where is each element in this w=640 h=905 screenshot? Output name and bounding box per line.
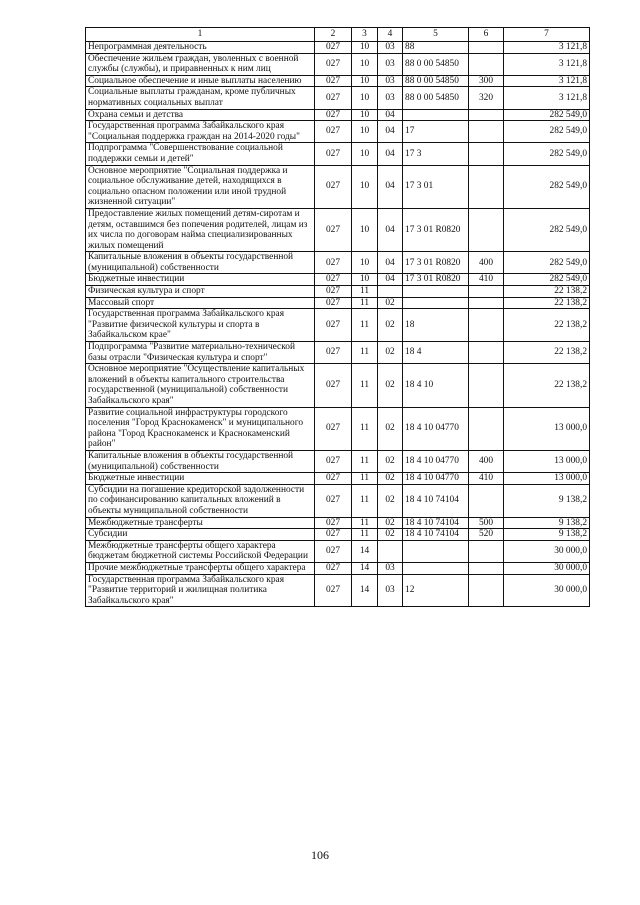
- cell-expense-type: 320: [469, 87, 504, 109]
- cell-target-article: 17: [403, 121, 469, 143]
- cell-ministry-code: 027: [315, 309, 352, 342]
- cell-section-code: 10: [352, 252, 378, 274]
- cell-section-code: 11: [352, 297, 378, 309]
- table-row: [86, 342, 590, 364]
- cell-subsection-code: 02: [378, 473, 403, 485]
- cell-target-article: 17 3 01: [403, 165, 469, 208]
- cell-ministry-code: 027: [315, 109, 352, 121]
- cell-section-code: 10: [352, 109, 378, 121]
- cell-subsection-code: 04: [378, 165, 403, 208]
- cell-item-name: Непрограммная деятельность: [86, 42, 315, 54]
- table-row: [86, 87, 590, 109]
- cell-subsection-code: 02: [378, 309, 403, 342]
- cell-subsection-code: 03: [378, 42, 403, 54]
- table-body: [86, 42, 590, 607]
- cell-section-code: 10: [352, 165, 378, 208]
- cell-ministry-code: 027: [315, 252, 352, 274]
- cell-expense-type: [469, 121, 504, 143]
- cell-amount: 30 000,0: [504, 540, 590, 562]
- cell-target-article: 88 0 00 54850: [403, 87, 469, 109]
- cell-section-code: 11: [352, 529, 378, 541]
- cell-item-name: Предоставление жилых помещений детям-сиротам и детям, оставшимся без попечения родителей, лицам из их числа по договорам найма специализированных жилых помещений: [86, 208, 315, 251]
- cell-target-article: [403, 562, 469, 574]
- cell-expense-type: [469, 574, 504, 607]
- cell-target-article: 18 4: [403, 342, 469, 364]
- cell-item-name: Социальное обеспечение и иные выплаты населению: [86, 75, 315, 87]
- table-row: [86, 121, 590, 143]
- cell-subsection-code: 04: [378, 121, 403, 143]
- cell-ministry-code: 027: [315, 484, 352, 517]
- cell-target-article: 88 0 00 54850: [403, 53, 469, 75]
- header-col-5: 5: [403, 28, 469, 42]
- cell-section-code: 10: [352, 87, 378, 109]
- cell-amount: 9 138,2: [504, 484, 590, 517]
- cell-expense-type: [469, 42, 504, 54]
- cell-target-article: 17 3 01 R0820: [403, 274, 469, 286]
- cell-expense-type: 500: [469, 517, 504, 529]
- table-row: [86, 165, 590, 208]
- cell-amount: 3 121,8: [504, 53, 590, 75]
- budget-table-sheet: [85, 27, 589, 607]
- cell-ministry-code: 027: [315, 208, 352, 251]
- header-col-6: 6: [469, 28, 504, 42]
- cell-section-code: 11: [352, 286, 378, 298]
- cell-ministry-code: 027: [315, 517, 352, 529]
- cell-subsection-code: 04: [378, 252, 403, 274]
- cell-target-article: 18 4 10 04770: [403, 450, 469, 472]
- cell-amount: 22 138,2: [504, 309, 590, 342]
- cell-target-article: 18 4 10 74104: [403, 517, 469, 529]
- cell-item-name: Субсидии: [86, 529, 315, 541]
- cell-amount: 22 138,2: [504, 342, 590, 364]
- cell-target-article: [403, 540, 469, 562]
- cell-subsection-code: 04: [378, 274, 403, 286]
- cell-item-name: Межбюджетные трансферты: [86, 517, 315, 529]
- cell-expense-type: [469, 297, 504, 309]
- cell-amount: 3 121,8: [504, 75, 590, 87]
- header-row: [86, 28, 590, 42]
- cell-item-name: Капитальные вложения в объекты государственной (муниципальной) собственности: [86, 450, 315, 472]
- cell-subsection-code: 03: [378, 574, 403, 607]
- table-row: [86, 540, 590, 562]
- cell-item-name: Капитальные вложения в объекты государственной (муниципальной) собственности: [86, 252, 315, 274]
- cell-expense-type: 400: [469, 252, 504, 274]
- cell-item-name: Основное мероприятие "Осуществление капитальных вложений в объекты капитального строительства государственной (муниципальной) собственности Забайкальского края": [86, 364, 315, 407]
- table-row: [86, 274, 590, 286]
- cell-target-article: 18: [403, 309, 469, 342]
- cell-target-article: [403, 297, 469, 309]
- cell-item-name: Обеспечение жильем граждан, уволенных с военной службы (службы), и приравненных к ним лиц: [86, 53, 315, 75]
- cell-expense-type: [469, 540, 504, 562]
- cell-subsection-code: 02: [378, 407, 403, 450]
- table-row: [86, 252, 590, 274]
- cell-subsection-code: [378, 286, 403, 298]
- table-row: [86, 574, 590, 607]
- cell-ministry-code: 027: [315, 274, 352, 286]
- cell-amount: 13 000,0: [504, 407, 590, 450]
- cell-target-article: [403, 109, 469, 121]
- table-row: [86, 473, 590, 485]
- cell-ministry-code: 027: [315, 342, 352, 364]
- cell-section-code: 11: [352, 517, 378, 529]
- cell-target-article: 18 4 10 04770: [403, 473, 469, 485]
- cell-subsection-code: [378, 540, 403, 562]
- table-row: [86, 53, 590, 75]
- cell-section-code: 11: [352, 309, 378, 342]
- cell-amount: 282 549,0: [504, 109, 590, 121]
- table-row: [86, 109, 590, 121]
- cell-expense-type: [469, 407, 504, 450]
- cell-subsection-code: 02: [378, 342, 403, 364]
- cell-target-article: 17 3 01 R0820: [403, 252, 469, 274]
- cell-section-code: 14: [352, 540, 378, 562]
- cell-section-code: 10: [352, 121, 378, 143]
- cell-amount: 22 138,2: [504, 364, 590, 407]
- cell-ministry-code: 027: [315, 407, 352, 450]
- cell-amount: 282 549,0: [504, 121, 590, 143]
- cell-ministry-code: 027: [315, 87, 352, 109]
- table-row: [86, 309, 590, 342]
- header-col-3: 3: [352, 28, 378, 42]
- cell-ministry-code: 027: [315, 473, 352, 485]
- cell-item-name: Государственная программа Забайкальского края "Социальная поддержка граждан на 2014-2020 годы": [86, 121, 315, 143]
- cell-target-article: 17 3 01 R0820: [403, 208, 469, 251]
- cell-item-name: Массовый спорт: [86, 297, 315, 309]
- cell-ministry-code: 027: [315, 574, 352, 607]
- cell-subsection-code: 02: [378, 450, 403, 472]
- cell-subsection-code: 03: [378, 53, 403, 75]
- cell-target-article: 88: [403, 42, 469, 54]
- cell-item-name: Подпрограмма "Развитие материально-технической базы отрасли "Физическая культура и спорт": [86, 342, 315, 364]
- header-col-7: 7: [504, 28, 590, 42]
- cell-item-name: Социальные выплаты гражданам, кроме публичных нормативных социальных выплат: [86, 87, 315, 109]
- cell-ministry-code: 027: [315, 121, 352, 143]
- cell-section-code: 14: [352, 574, 378, 607]
- table-row: [86, 517, 590, 529]
- cell-amount: 13 000,0: [504, 450, 590, 472]
- cell-expense-type: [469, 364, 504, 407]
- cell-section-code: 10: [352, 53, 378, 75]
- cell-item-name: Государственная программа Забайкальского края "Развитие физической культуры и спорта в Забайкальском крае": [86, 309, 315, 342]
- cell-expense-type: 300: [469, 75, 504, 87]
- cell-target-article: 18 4 10 74104: [403, 484, 469, 517]
- cell-ministry-code: 027: [315, 75, 352, 87]
- cell-expense-type: [469, 143, 504, 165]
- cell-subsection-code: 02: [378, 364, 403, 407]
- table-row: [86, 364, 590, 407]
- cell-section-code: 10: [352, 274, 378, 286]
- cell-expense-type: [469, 342, 504, 364]
- cell-ministry-code: 027: [315, 364, 352, 407]
- cell-expense-type: [469, 53, 504, 75]
- cell-expense-type: [469, 562, 504, 574]
- cell-target-article: [403, 286, 469, 298]
- cell-section-code: 11: [352, 342, 378, 364]
- cell-amount: 282 549,0: [504, 252, 590, 274]
- table-row: [86, 286, 590, 298]
- cell-expense-type: [469, 484, 504, 517]
- cell-ministry-code: 027: [315, 42, 352, 54]
- cell-target-article: 18 4 10 74104: [403, 529, 469, 541]
- table-row: [86, 75, 590, 87]
- cell-amount: 3 121,8: [504, 42, 590, 54]
- cell-item-name: Субсидии на погашение кредиторской задолженности по софинансированию капитальных вложений в объекты муниципальной собственности: [86, 484, 315, 517]
- cell-target-article: 88 0 00 54850: [403, 75, 469, 87]
- table-row: [86, 450, 590, 472]
- table-row: [86, 143, 590, 165]
- cell-amount: 282 549,0: [504, 208, 590, 251]
- cell-item-name: Основное мероприятие "Социальная поддержка и социальное обслуживание детей, находящихся в социально опасном положении или иной трудной жизненной ситуации": [86, 165, 315, 208]
- cell-amount: 22 138,2: [504, 297, 590, 309]
- cell-expense-type: 410: [469, 473, 504, 485]
- cell-expense-type: 410: [469, 274, 504, 286]
- cell-amount: 30 000,0: [504, 562, 590, 574]
- cell-target-article: 18 4 10: [403, 364, 469, 407]
- cell-ministry-code: 027: [315, 143, 352, 165]
- cell-amount: 282 549,0: [504, 143, 590, 165]
- cell-expense-type: 520: [469, 529, 504, 541]
- cell-target-article: 18 4 10 04770: [403, 407, 469, 450]
- cell-target-article: 12: [403, 574, 469, 607]
- budget-table: [85, 27, 590, 607]
- cell-section-code: 11: [352, 450, 378, 472]
- cell-ministry-code: 027: [315, 450, 352, 472]
- cell-item-name: Прочие межбюджетные трансферты общего характера: [86, 562, 315, 574]
- cell-item-name: Развитие социальной инфраструктуры городского поселения "Город Краснокаменск" и муниципального района "Город Краснокаменск и Краснокаменский район": [86, 407, 315, 450]
- cell-expense-type: 400: [469, 450, 504, 472]
- cell-ministry-code: 027: [315, 286, 352, 298]
- cell-ministry-code: 027: [315, 165, 352, 208]
- cell-target-article: 17 3: [403, 143, 469, 165]
- cell-subsection-code: 02: [378, 484, 403, 517]
- cell-amount: 282 549,0: [504, 274, 590, 286]
- cell-ministry-code: 027: [315, 562, 352, 574]
- cell-section-code: 10: [352, 143, 378, 165]
- cell-subsection-code: 03: [378, 75, 403, 87]
- cell-amount: 30 000,0: [504, 574, 590, 607]
- cell-section-code: 10: [352, 208, 378, 251]
- cell-subsection-code: 03: [378, 562, 403, 574]
- cell-item-name: Межбюджетные трансферты общего характера бюджетам бюджетной системы Российской Федерации: [86, 540, 315, 562]
- cell-item-name: Государственная программа Забайкальского края "Развитие территорий и жилищная политика Забайкальского края": [86, 574, 315, 607]
- cell-section-code: 14: [352, 562, 378, 574]
- cell-subsection-code: 02: [378, 517, 403, 529]
- cell-amount: 9 138,2: [504, 529, 590, 541]
- cell-expense-type: [469, 109, 504, 121]
- header-col-1: 1: [86, 28, 315, 42]
- table-row: [86, 562, 590, 574]
- cell-item-name: Физическая культура и спорт: [86, 286, 315, 298]
- cell-expense-type: [469, 309, 504, 342]
- cell-expense-type: [469, 286, 504, 298]
- cell-section-code: 11: [352, 407, 378, 450]
- cell-ministry-code: 027: [315, 297, 352, 309]
- table-row: [86, 297, 590, 309]
- cell-item-name: Охрана семьи и детства: [86, 109, 315, 121]
- cell-subsection-code: 04: [378, 208, 403, 251]
- table-row: [86, 42, 590, 54]
- table-row: [86, 407, 590, 450]
- cell-item-name: Бюджетные инвестиции: [86, 473, 315, 485]
- cell-amount: 9 138,2: [504, 517, 590, 529]
- cell-expense-type: [469, 165, 504, 208]
- cell-ministry-code: 027: [315, 529, 352, 541]
- cell-section-code: 11: [352, 484, 378, 517]
- cell-subsection-code: 04: [378, 143, 403, 165]
- cell-item-name: Подпрограмма "Совершенствование социальной поддержки семьи и детей": [86, 143, 315, 165]
- cell-expense-type: [469, 208, 504, 251]
- cell-subsection-code: 03: [378, 87, 403, 109]
- cell-amount: 13 000,0: [504, 473, 590, 485]
- cell-subsection-code: 02: [378, 297, 403, 309]
- table-row: [86, 529, 590, 541]
- header-col-4: 4: [378, 28, 403, 42]
- cell-subsection-code: 04: [378, 109, 403, 121]
- cell-item-name: Бюджетные инвестиции: [86, 274, 315, 286]
- table-row: [86, 208, 590, 251]
- cell-amount: 22 138,2: [504, 286, 590, 298]
- cell-section-code: 11: [352, 364, 378, 407]
- cell-section-code: 10: [352, 75, 378, 87]
- cell-section-code: 11: [352, 473, 378, 485]
- cell-ministry-code: 027: [315, 540, 352, 562]
- cell-ministry-code: 027: [315, 53, 352, 75]
- header-col-2: 2: [315, 28, 352, 42]
- cell-section-code: 10: [352, 42, 378, 54]
- table-row: [86, 484, 590, 517]
- cell-subsection-code: 02: [378, 529, 403, 541]
- cell-amount: 282 549,0: [504, 165, 590, 208]
- page-number: 106: [311, 848, 329, 862]
- cell-amount: 3 121,8: [504, 87, 590, 109]
